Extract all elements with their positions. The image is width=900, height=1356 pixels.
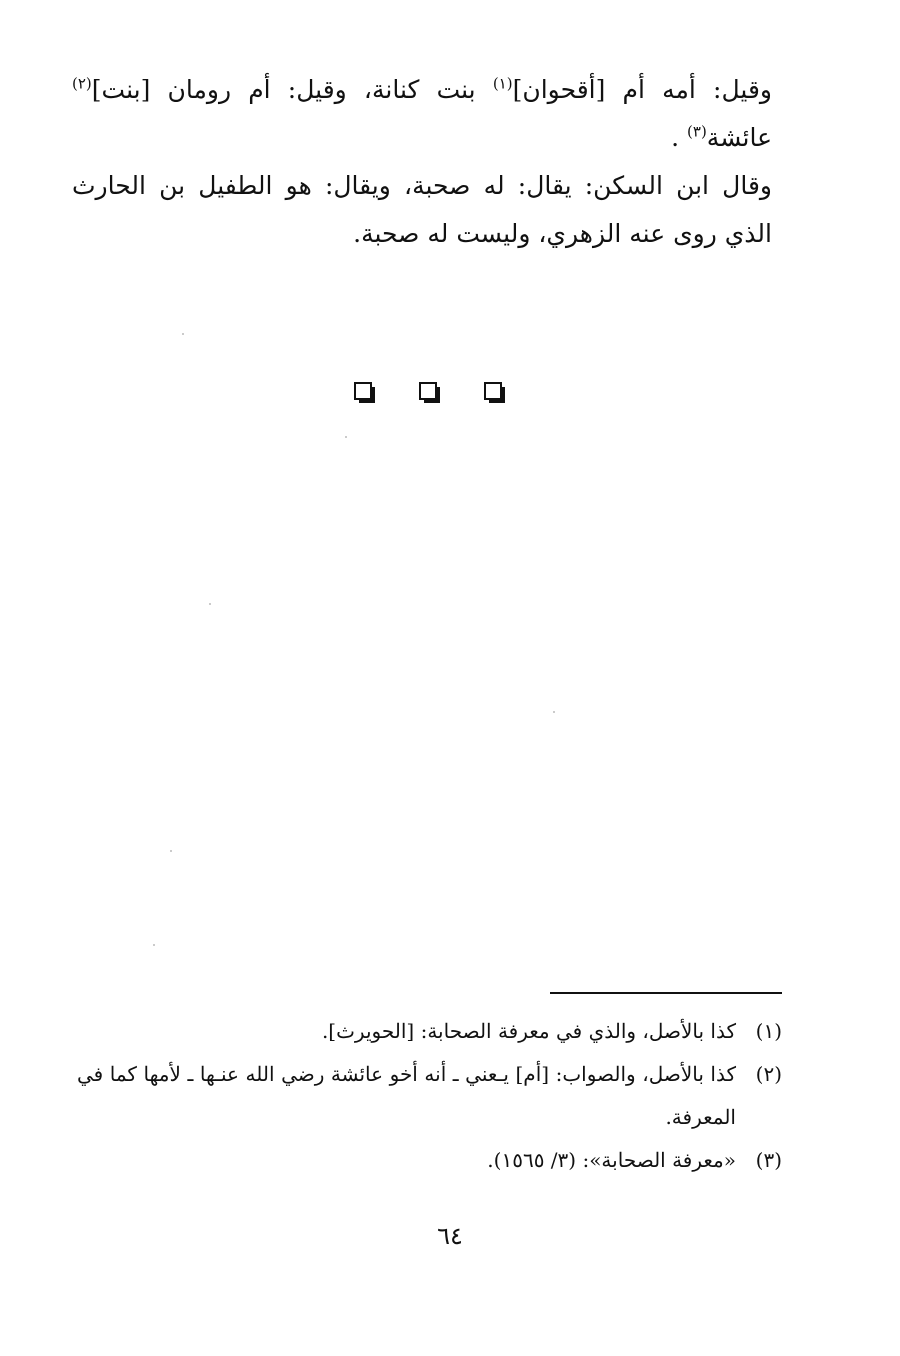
square-ornament-icon xyxy=(419,382,439,402)
footnotes xyxy=(77,1010,782,1182)
paragraph-1 xyxy=(72,66,772,162)
paragraph-2: وقال ابن السكن: يقال: له صحبة، ويقال: هو الطفيل بن الحارث الذي روى عنه الزهري، وليست له صحبة. xyxy=(72,171,772,248)
paragraph-1-part-b: بنت كنانة، وقيل: أم رومان [بنت] xyxy=(91,75,493,104)
page-number: ٦٤ xyxy=(437,1222,463,1250)
footnote-number: (١) xyxy=(755,1019,782,1043)
footnote-2 xyxy=(77,1053,782,1139)
square-ornament-icon xyxy=(484,382,504,402)
footnote-ref-3[interactable]: (٣) xyxy=(687,122,707,141)
footnote-3 xyxy=(77,1139,782,1182)
footnote-text: كذا بالأصل، والذي في معرفة الصحابة: [الحويرث]. xyxy=(321,1019,736,1043)
footnote-ref-1[interactable]: (١) xyxy=(492,74,513,93)
paragraph-1-part-d: . xyxy=(671,123,688,152)
scan-speck xyxy=(553,711,555,713)
square-ornament-icon xyxy=(354,382,374,402)
footnote-ref-2[interactable]: (٢) xyxy=(72,74,92,93)
scan-speck xyxy=(345,436,347,438)
footnote-number: (٢) xyxy=(755,1062,782,1086)
paragraph-1-part-c: عائشة xyxy=(706,123,772,152)
footnote-separator xyxy=(550,992,782,994)
footnote-text: «معرفة الصحابة»: (٣/ ١٥٦٥). xyxy=(487,1148,736,1172)
scan-speck xyxy=(209,603,211,605)
paragraph-1-part-a: وقيل: أمه أم [أقحوان] xyxy=(512,75,772,104)
footnote-1 xyxy=(77,1010,782,1053)
scan-speck xyxy=(182,333,184,335)
main-text xyxy=(72,66,772,258)
scan-speck xyxy=(153,944,155,946)
scan-speck xyxy=(170,850,172,852)
section-divider-ornament xyxy=(354,380,504,404)
footnote-number: (٣) xyxy=(755,1148,782,1172)
footnote-text: كذا بالأصل، والصواب: [أم] يـعني ـ أنه أخو عائشة رضي الله عنـها ـ لأمها كما في المعرفة. xyxy=(77,1062,736,1129)
